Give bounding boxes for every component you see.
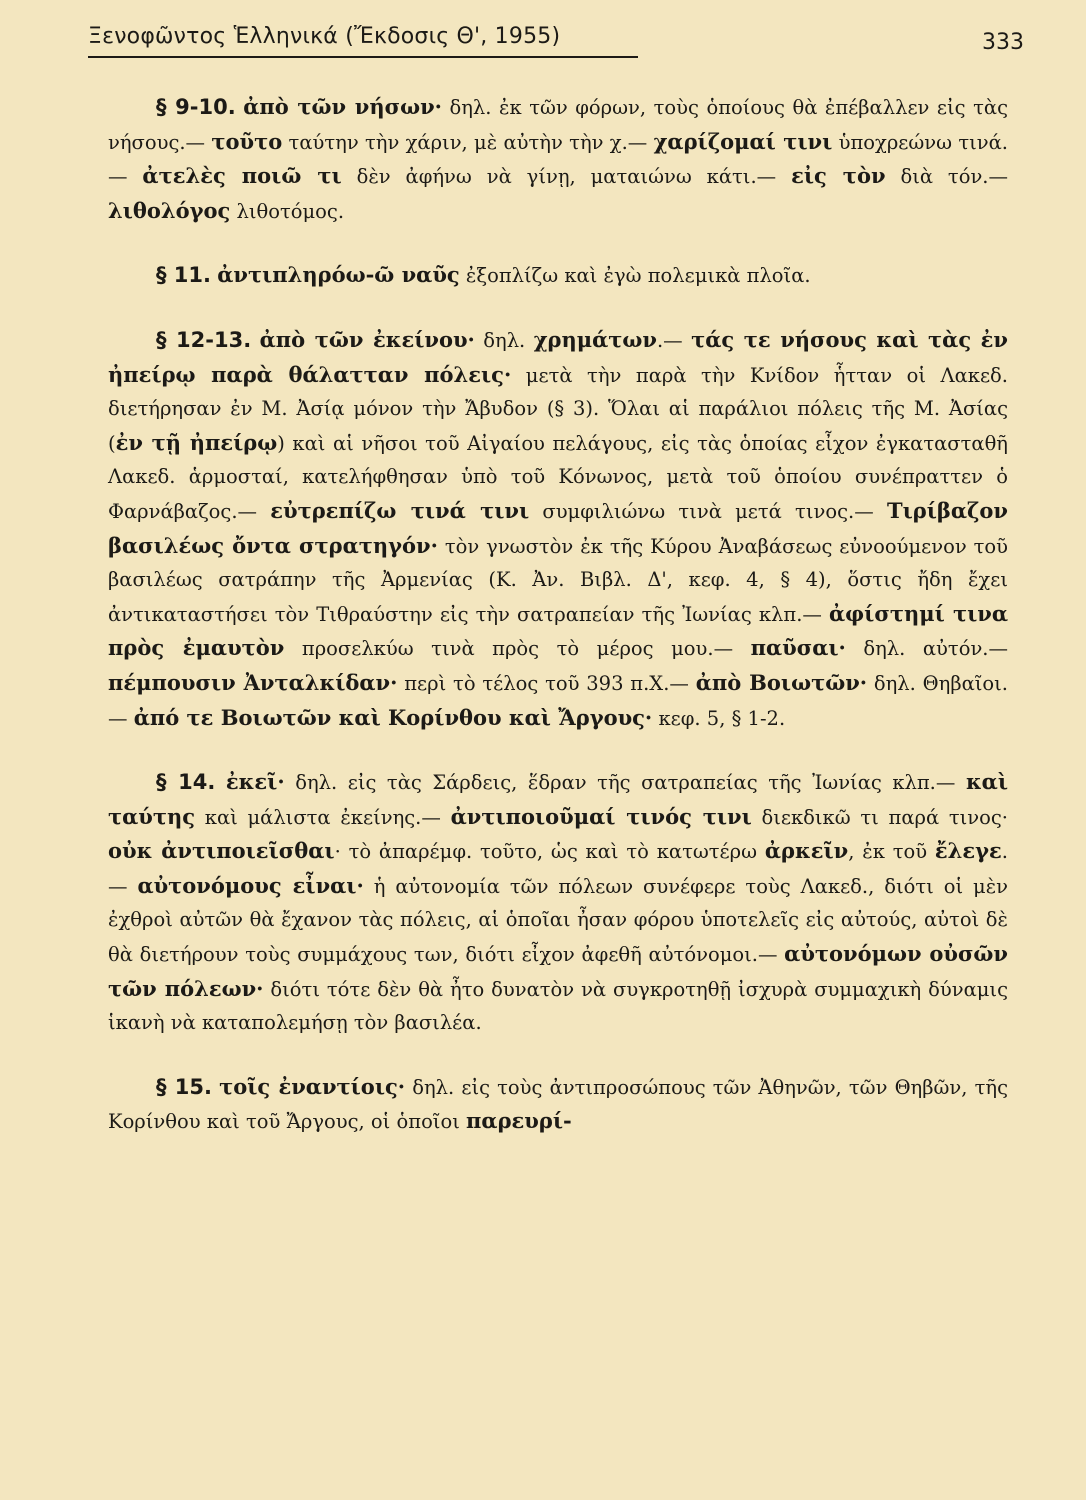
lemma-term: πέμπουσιν Ἀνταλκίδαν· <box>108 669 398 695</box>
gloss-text: , ἐκ τοῦ <box>848 840 935 864</box>
gloss-text: διὰ τόν.— <box>885 165 1009 189</box>
gloss-text: δηλ. εἰς τὰς Σάρδεις, ἕδραν τῆς σατραπείας τῆς Ἰωνίας κλπ.— <box>284 771 966 795</box>
lemma-term: ἀρκεῖν <box>764 838 849 864</box>
lemma-term: εἰς τὸν <box>791 163 886 189</box>
lemma-term: τοῦτο <box>211 128 283 154</box>
lemma-term: χαρίζομαί τινι <box>653 128 833 154</box>
gloss-text: · τὸ ἀπαρέμφ. τοῦτο, ὡς καὶ τὸ κατωτέρω <box>334 840 765 864</box>
lemma-term: Τιρίβαζον βασιλέως ὄντα στρατηγόν· <box>108 497 1008 558</box>
gloss-text: δὲν ἀφήνω νὰ γίνῃ, ματαιώνω κάτι.— <box>341 165 792 189</box>
lemma-term: αὐτονόμων οὐσῶν τῶν πόλεων· <box>108 941 1008 1001</box>
gloss-text: ἡ αὐτονομία τῶν πόλεων συνέφερε τοὺς Λακεδ., διότι οἱ μὲν ἐχθροὶ αὐτῶν θὰ ἔχανον τὰς πόλεις, αἱ ὁποῖαι ἦσαν φόρου ὑποτελεῖς εἰς αὐτούς, αὐτοὶ δὲ θὰ διετήρουν τοὺς συμμάχους των, διότι εἶχον ἀφεθῆ αὐτόνομοι.— <box>108 874 1009 967</box>
gloss-text: δηλ. ἐκ τῶν φόρων, τοὺς ὁποίους θὰ ἐπέβαλλεν εἰς τὰς νήσους.— <box>108 96 1009 154</box>
section-marker: § 12-13. <box>156 327 252 352</box>
section-marker: § 14. <box>156 770 216 795</box>
gloss-text: λιθοτόμος. <box>230 199 345 223</box>
lemma-term: ἀπὸ τῶν νήσων· <box>243 94 442 119</box>
gloss-text: τὸν γνωστὸν ἐκ τῆς Κύρου Ἀναβάσεως εὐνοούμενον τοῦ βασιλέως σατράπην τῆς Ἀρμενίας (Κ. Ἀν. Βιβλ. Δ', κεφ. 4, § 4), ὅστις ἤδη ἔχει ἀντικαταστήσει τὸν Τιθραύστην εἰς τὴν σατραπείαν τῆς Ἰωνίας κλπ.— <box>108 534 1008 626</box>
gloss-text: .— <box>108 840 1008 898</box>
gloss-text: διεκδικῶ τι παρά τινος· <box>751 805 1008 829</box>
gloss-text: δηλ. Θηβαῖοι.— <box>108 671 1009 730</box>
gloss-text: ὑποχρεώνω τινά.— <box>108 130 1009 189</box>
lemma-term: ἔλεγε <box>934 838 1002 864</box>
gloss-text: δηλ. εἰς τοὺς ἀντιπροσώπους τῶν Ἀθηνῶν, τῶν Θηβῶν, τῆς Κορίνθου καὶ τοῦ Ἄργους, οἱ ὁποῖοι <box>108 1075 1008 1134</box>
lemma-term: χρημάτων <box>533 326 657 352</box>
section-marker: § 11. <box>156 263 212 288</box>
lemma-term: ἀπὸ Βοιωτῶν· <box>695 669 868 695</box>
header-title: Ξενοφῶντος Ἑλληνικά (Ἔκδοσις Θ', 1955) <box>88 24 561 49</box>
page-number: 333 <box>982 30 1024 55</box>
lemma-term: ἀτελὲς ποιῶ τι <box>142 163 342 189</box>
lemma-term: ἀπό τε Βοιωτῶν καὶ Κορίνθου καὶ Ἄργους· <box>133 704 653 730</box>
gloss-text: κεφ. 5, § 1-2. <box>652 706 786 730</box>
commentary-body <box>108 90 1008 1139</box>
gloss-text: διότι τότε δὲν θὰ ἦτο δυνατὸν νὰ συγκροτηθῇ ἰσχυρὰ συμμαχικὴ δύναμις ἱκανὴ νὰ καταπολεμήσῃ τὸν βασιλέα. <box>108 977 1008 1035</box>
lemma-term: καὶ ταύτης <box>108 769 1008 829</box>
commentary-paragraph <box>108 323 1008 735</box>
gloss-text: συμφιλιώνω τινὰ μετά τινος.— <box>529 499 887 523</box>
lemma-term: ἐν τῇ ἠπείρῳ <box>115 429 278 455</box>
lemma-term: εὐτρεπίζω τινά τινι <box>270 497 530 523</box>
gloss-text: μετὰ τὴν παρὰ τὴν Κνίδον ἧτταν οἱ Λακεδ. διετήρησαν ἐν Μ. Ἀσίᾳ μόνον τὴν Ἄβυδον (§ 3). Ὅλαι αἱ παράλιοι πόλεις τῆς Μ. Ἀσίας ( <box>108 363 1008 455</box>
lemma-term: παῦσαι· <box>750 635 846 661</box>
gloss-text: περὶ τὸ τέλος τοῦ 393 π.Χ.— <box>397 671 696 695</box>
commentary-paragraph <box>108 258 1008 293</box>
gloss-text: ἐξοπλίζω καὶ ἐγὼ πολεμικὰ πλοῖα. <box>459 264 811 288</box>
lemma-term: ἀπὸ τῶν ἐκείνου· <box>259 326 475 352</box>
lemma-term: ἐκεῖ· <box>225 769 285 795</box>
lemma-term: αὐτονόμους εἶναι· <box>137 872 364 898</box>
header-rule <box>88 56 638 58</box>
lemma-term: παρευρί- <box>466 1108 572 1134</box>
lemma-term: τοῖς ἐναντίοις· <box>219 1073 406 1099</box>
lemma-term: οὐκ ἀντιποιεῖσθαι <box>108 838 335 864</box>
gloss-text: .— <box>656 328 692 352</box>
gloss-text: δηλ. αὐτόν.— <box>845 637 1008 661</box>
gloss-text: δηλ. <box>474 328 534 352</box>
commentary-paragraph <box>108 90 1008 228</box>
lemma-term: ἀντιπληρόω-ῶ ναῦς <box>217 262 460 288</box>
running-header <box>88 18 1024 58</box>
commentary-paragraph <box>108 1070 1008 1139</box>
commentary-paragraph <box>108 765 1008 1040</box>
gloss-text: ταύτην τὴν χάριν, μὲ αὐτὴν τὴν χ.— <box>282 130 654 154</box>
lemma-term: ἀντιποιοῦμαί τινός τινι <box>450 803 752 829</box>
lemma-term: λιθολόγος <box>108 197 231 223</box>
gloss-text: προσελκύω τινὰ πρὸς τὸ μέρος μου.— <box>284 637 751 661</box>
lemma-term: τάς τε νήσους καὶ τὰς ἐν ἠπείρῳ παρὰ θάλατταν πόλεις· <box>108 326 1008 387</box>
section-marker: § 9-10. <box>156 95 236 119</box>
lemma-term: ἀφίστημί τινα πρὸς ἐμαυτὸν <box>108 600 1008 661</box>
gloss-text: ) καὶ αἱ νῆσοι τοῦ Αἰγαίου πελάγους, εἰς τὰς ὁποίας εἶχον ἐγκατασταθῆ Λακεδ. ἁρμοσταί, κατελήφθησαν ὑπὸ τοῦ Κόνωνος, μετὰ τοῦ ὁποίου συνέπραττεν ὁ Φαρνάβαζος.— <box>108 431 1008 523</box>
section-marker: § 15. <box>156 1074 212 1099</box>
gloss-text: καὶ μάλιστα ἐκείνης.— <box>195 805 451 829</box>
